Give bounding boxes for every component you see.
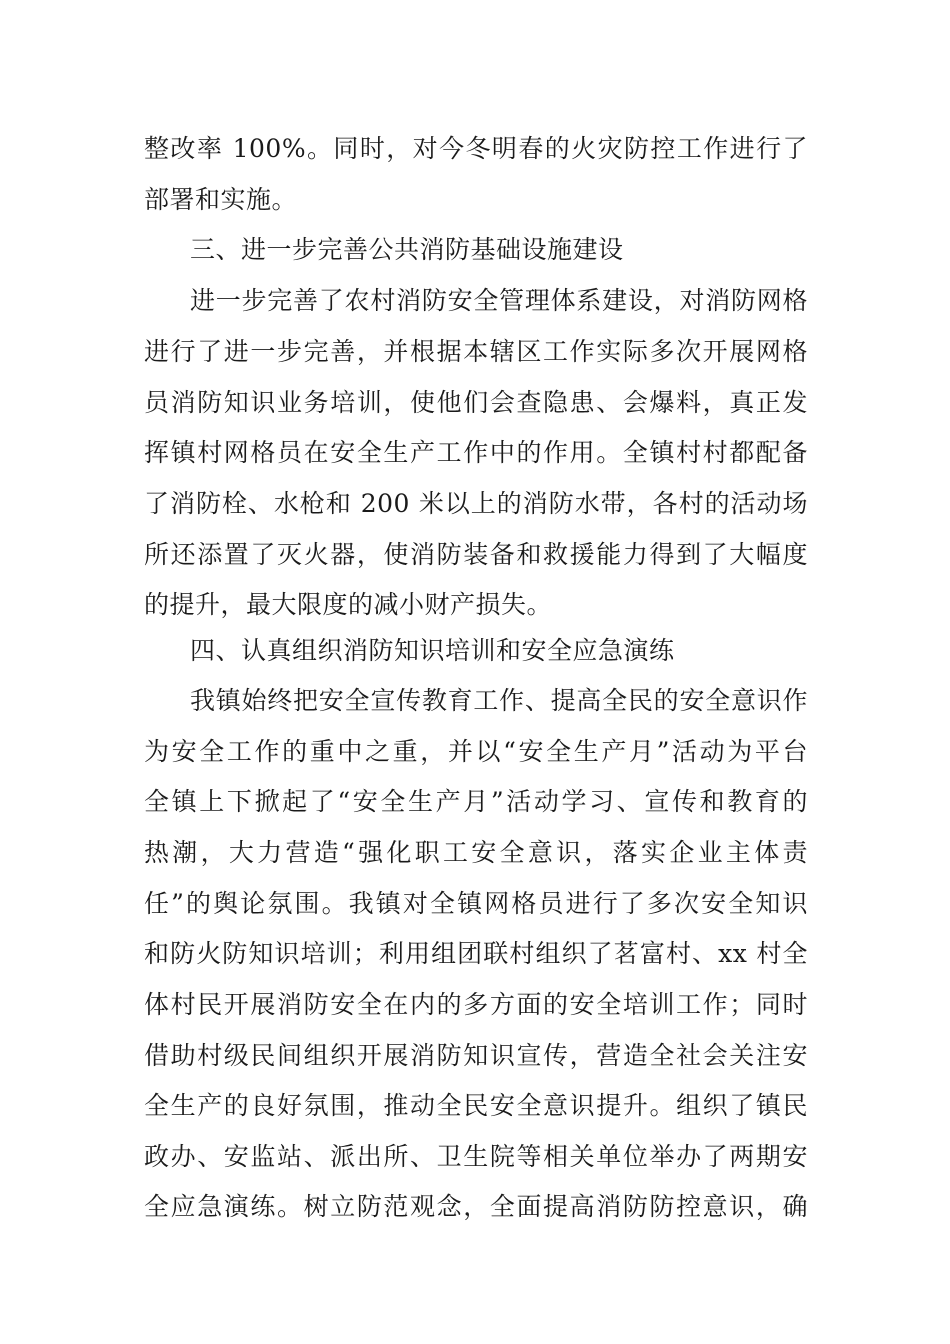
text-line: 借助村级民间组织开展消防知识宣传，营造全社会关注安 <box>144 1041 808 1070</box>
section-heading-4: 四、认真组织消防知识培训和安全应急演练 <box>190 636 675 665</box>
text-line: 了消防栓、水枪和 200 米以上的消防水带，各村的活动场 <box>144 489 808 518</box>
text-line: 部署和实施。 <box>144 185 298 214</box>
text-line: 我镇始终把安全宣传教育工作、提高全民的安全意识作 <box>190 686 808 715</box>
text-line: 为安全工作的重中之重，并以“安全生产月”活动为平台 <box>144 737 808 766</box>
text-line: 的提升，最大限度的减小财产损失。 <box>144 590 553 619</box>
text-line: 全生产的良好氛围，推动全民安全意识提升。组织了镇民 <box>144 1091 808 1120</box>
text-line: 政办、安监站、派出所、卫生院等相关单位举办了两期安 <box>144 1142 808 1171</box>
section-heading-3: 三、进一步完善公共消防基础设施建设 <box>190 235 624 264</box>
text-line: 热潮，大力营造“强化职工安全意识，落实企业主体责 <box>144 838 808 867</box>
text-line: 任”的舆论氛围。我镇对全镇网格员进行了多次安全知识 <box>144 889 808 918</box>
text-line: 进行了进一步完善，并根据本辖区工作实际多次开展网格 <box>144 337 808 366</box>
text-line: 员消防知识业务培训，使他们会查隐患、会爆料，真正发 <box>144 388 808 417</box>
text-line: 整改率 100%。同时，对今冬明春的火灾防控工作进行了 <box>144 134 808 163</box>
text-line: 进一步完善了农村消防安全管理体系建设，对消防网格 <box>190 286 808 315</box>
text-line: 全镇上下掀起了“安全生产月”活动学习、宣传和教育的 <box>144 787 808 816</box>
text-line: 全应急演练。树立防范观念，全面提高消防防控意识，确 <box>144 1192 808 1221</box>
text-line: 和防火防知识培训；利用组团联村组织了茗富村、xx 村全 <box>144 939 808 968</box>
text-line: 所还添置了灭火器，使消防装备和救援能力得到了大幅度 <box>144 540 808 569</box>
text-line: 挥镇村网格员在安全生产工作中的作用。全镇村村都配备 <box>144 438 808 467</box>
text-line: 体村民开展消防安全在内的多方面的安全培训工作；同时 <box>144 990 808 1019</box>
